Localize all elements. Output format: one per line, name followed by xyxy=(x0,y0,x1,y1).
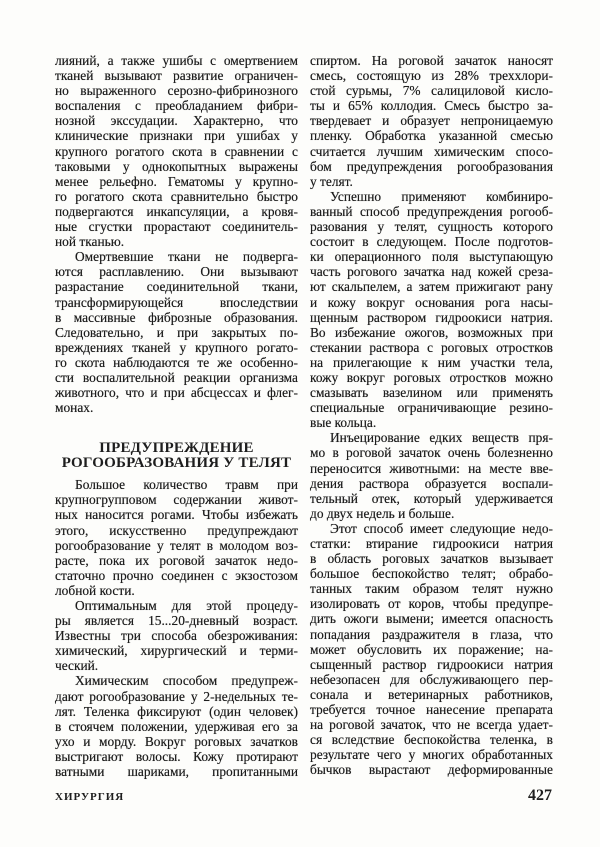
heading-line: РОГООБРАЗОВАНИЯ У ТЕЛЯТ xyxy=(61,455,292,472)
text-line: расте, пока их роговой зачаток недо- xyxy=(55,552,298,568)
text-line: может обусловить их поражение; на- xyxy=(310,641,553,657)
text-line: крупногрупповом содержании живот- xyxy=(55,492,298,508)
text-line: го скота наблюдаются те же особенно- xyxy=(55,354,298,370)
page-number: 427 xyxy=(528,787,552,804)
text-line: тканей вызывают развитие ограничен- xyxy=(55,68,298,84)
text-line: Известны три способа обезроживания: xyxy=(55,628,298,644)
paragraph xyxy=(55,598,298,673)
text-line: небезопасен для обслуживающего пер- xyxy=(310,671,553,687)
text-line: трансформирующейся впоследствии xyxy=(55,294,298,310)
paragraph xyxy=(55,53,298,249)
text-line: в массивные фиброзные образования. xyxy=(55,309,298,325)
text-line: бом предупреждения рогообразования xyxy=(310,158,553,174)
text-line: ческий. xyxy=(55,658,99,674)
paragraph xyxy=(310,521,553,778)
text-line: в стоячем положении, удерживая его за xyxy=(55,718,298,734)
text-line: вреждениях тканей у крупного рогато- xyxy=(55,339,298,355)
text-line: Оптимальным для этой процеду- xyxy=(75,598,298,613)
text-line: требуется точное нанесение препарата xyxy=(310,702,553,718)
text-line: ются расплавлению. Они вызывают xyxy=(55,264,298,280)
text-line: щенным раствором гидроокиси натрия. xyxy=(310,309,553,325)
text-line: разования у телят, сущность которого xyxy=(310,219,553,235)
text-line: подвергаются инкапсуляции, а кровя- xyxy=(55,203,298,219)
text-line: спиртом. На роговой зачаток наносят xyxy=(310,53,553,68)
text-line: этого, искусственно предупреждают xyxy=(55,522,298,538)
text-line: лияний, а также ушибы с омертвением xyxy=(55,53,298,68)
text-line: Этот способ имеет следующие недо- xyxy=(330,520,553,536)
text-line: результате чего у многих обработанных xyxy=(310,747,553,763)
text-line: клинические признаки при ушибах у xyxy=(55,128,298,144)
text-line: до двух недель и больше. xyxy=(310,505,455,521)
text-line: кожу вокруг роговых отростков можно xyxy=(310,369,553,385)
text-line: смазывать вазелином или применять xyxy=(310,385,553,401)
text-line: вые кольца. xyxy=(310,415,377,431)
text-line: ухо и морду. Вокруг роговых зачатков xyxy=(55,733,298,749)
text-line: го рогатого скота сравнительно быстро xyxy=(55,188,298,204)
text-line: таковыми у однокопытных выражены xyxy=(55,158,298,174)
paragraph xyxy=(310,53,553,189)
text-line: монах. xyxy=(55,400,94,416)
text-line: ют скальпелем, а затем прижигают рану xyxy=(310,279,553,295)
text-line: Успешно применяют комбиниро- xyxy=(330,188,553,204)
text-line: Инъецирование едких веществ пря- xyxy=(330,430,553,446)
text-line: пленку. Обработка указанной смесью xyxy=(310,128,553,144)
text-line: сти воспалительной реакции организма xyxy=(55,369,298,385)
text-line: изолировать от коров, чтобы предупре- xyxy=(310,596,553,612)
text-line: Химическим способом предупреж- xyxy=(75,673,298,689)
paragraph xyxy=(55,477,298,598)
text-line: ры является 15...20-дневный возраст. xyxy=(55,613,298,629)
text-line: ватными шариками, пропитанными xyxy=(55,764,298,780)
text-line: в область роговых зачатков вызывает xyxy=(310,551,553,567)
text-line: ки операционного поля выступающую xyxy=(310,249,553,265)
text-column-right xyxy=(310,53,553,778)
text-line: бычков вырастают деформированные xyxy=(310,762,553,778)
text-line: нозной экссудации. Характерно, что xyxy=(55,113,298,129)
text-line: ся вследствие беспокойства теленка, в xyxy=(310,732,553,748)
text-line: сонала и ветеринарных работников, xyxy=(310,686,553,702)
text-line: лят. Теленка фиксируют (один человек) xyxy=(55,703,298,719)
text-column-left xyxy=(55,53,298,779)
text-line: переносится животными: на месте вве- xyxy=(310,460,553,476)
paragraph xyxy=(310,189,553,431)
text-line: статочно прочно соединен с экзостозом xyxy=(55,567,298,583)
text-line: ные сгустки прорастают соединитель- xyxy=(55,219,298,235)
text-line: стой сурьмы, 7% салициловой кисло- xyxy=(310,83,553,99)
text-line: дения раствора образуется воспали- xyxy=(310,475,553,491)
text-line: ванный способ предупреждения рогооб- xyxy=(310,203,553,219)
text-line: мо в роговой зачаток очень болезненно xyxy=(310,445,553,461)
text-line: ты и 65% коллодия. Смесь быстро за- xyxy=(310,98,553,114)
text-line: Во избежание ожогов, возможных при xyxy=(310,324,553,340)
section-heading xyxy=(55,441,298,471)
text-line: дить ожоги вымени; имеется опасность xyxy=(310,611,553,627)
text-line: стекании раствора с роговых отростков xyxy=(310,339,553,355)
text-line: рогообразование у телят в молодом воз- xyxy=(55,537,298,553)
paragraph xyxy=(310,430,553,521)
text-line: твердевает и образует непроницаемую xyxy=(310,113,553,129)
text-line: разрастание соединительной ткани, xyxy=(55,279,298,295)
text-line: химический, хирургический и терми- xyxy=(55,643,298,659)
text-line: танных таким образом телят нужно xyxy=(310,581,553,597)
text-line: статки: втирание гидроокиси натрия xyxy=(310,536,553,551)
text-line: животного, что и при абсцессах и флег- xyxy=(55,385,298,401)
text-line: состоит в следующем. После подготов- xyxy=(310,234,553,250)
text-line: и кожу вокруг основания рога насы- xyxy=(310,294,553,310)
text-line: ных наносится рогами. Чтобы избежать xyxy=(55,507,298,523)
text-line: дают рогообразование у 2-недельных те- xyxy=(55,688,298,704)
paragraph xyxy=(55,673,298,779)
text-line: Омертвевшие ткани не подверга- xyxy=(75,249,298,265)
text-line: Следовательно, и при закрытых по- xyxy=(55,324,298,340)
text-line: воспаления с преобладанием фибри- xyxy=(55,98,298,114)
text-line: лобной кости. xyxy=(55,582,135,598)
text-line: на роговой зачаток, что не всегда удает- xyxy=(310,717,553,733)
text-line: Большое количество травм при xyxy=(75,477,298,493)
text-line: попадания раздражителя в глаза, что xyxy=(310,626,553,642)
text-line: сыщенный раствор гидроокиси натрия xyxy=(310,656,553,672)
text-line: ной тканью. xyxy=(55,234,125,250)
text-line: крупного рогатого скота в сравнении с xyxy=(55,143,298,159)
heading-line: ПРЕДУПРЕЖДЕНИЕ xyxy=(99,440,254,457)
text-line: часть рогового зачатка над кожей среза- xyxy=(310,264,553,280)
text-line: считается лучшим химическим спосо- xyxy=(310,143,553,159)
text-line: большое беспокойство телят; обрабо- xyxy=(310,566,553,582)
running-title: ХИРУРГИЯ xyxy=(55,791,125,803)
text-line: на прилегающие к ним участки тела, xyxy=(310,354,553,370)
text-line: специальные ограничивающие резино- xyxy=(310,400,553,416)
text-line: тельный отек, который удерживается xyxy=(310,490,553,506)
text-line: но выраженного серозно-фибринозного xyxy=(55,83,298,99)
text-line: смесь, состоящую из 28% треххлори- xyxy=(310,68,553,84)
text-line: у телят. xyxy=(310,173,353,189)
text-line: менее рельефно. Гематомы у крупно- xyxy=(55,173,298,189)
paragraph xyxy=(55,249,298,415)
text-line: выстригают волосы. Кожу протирают xyxy=(55,748,298,764)
